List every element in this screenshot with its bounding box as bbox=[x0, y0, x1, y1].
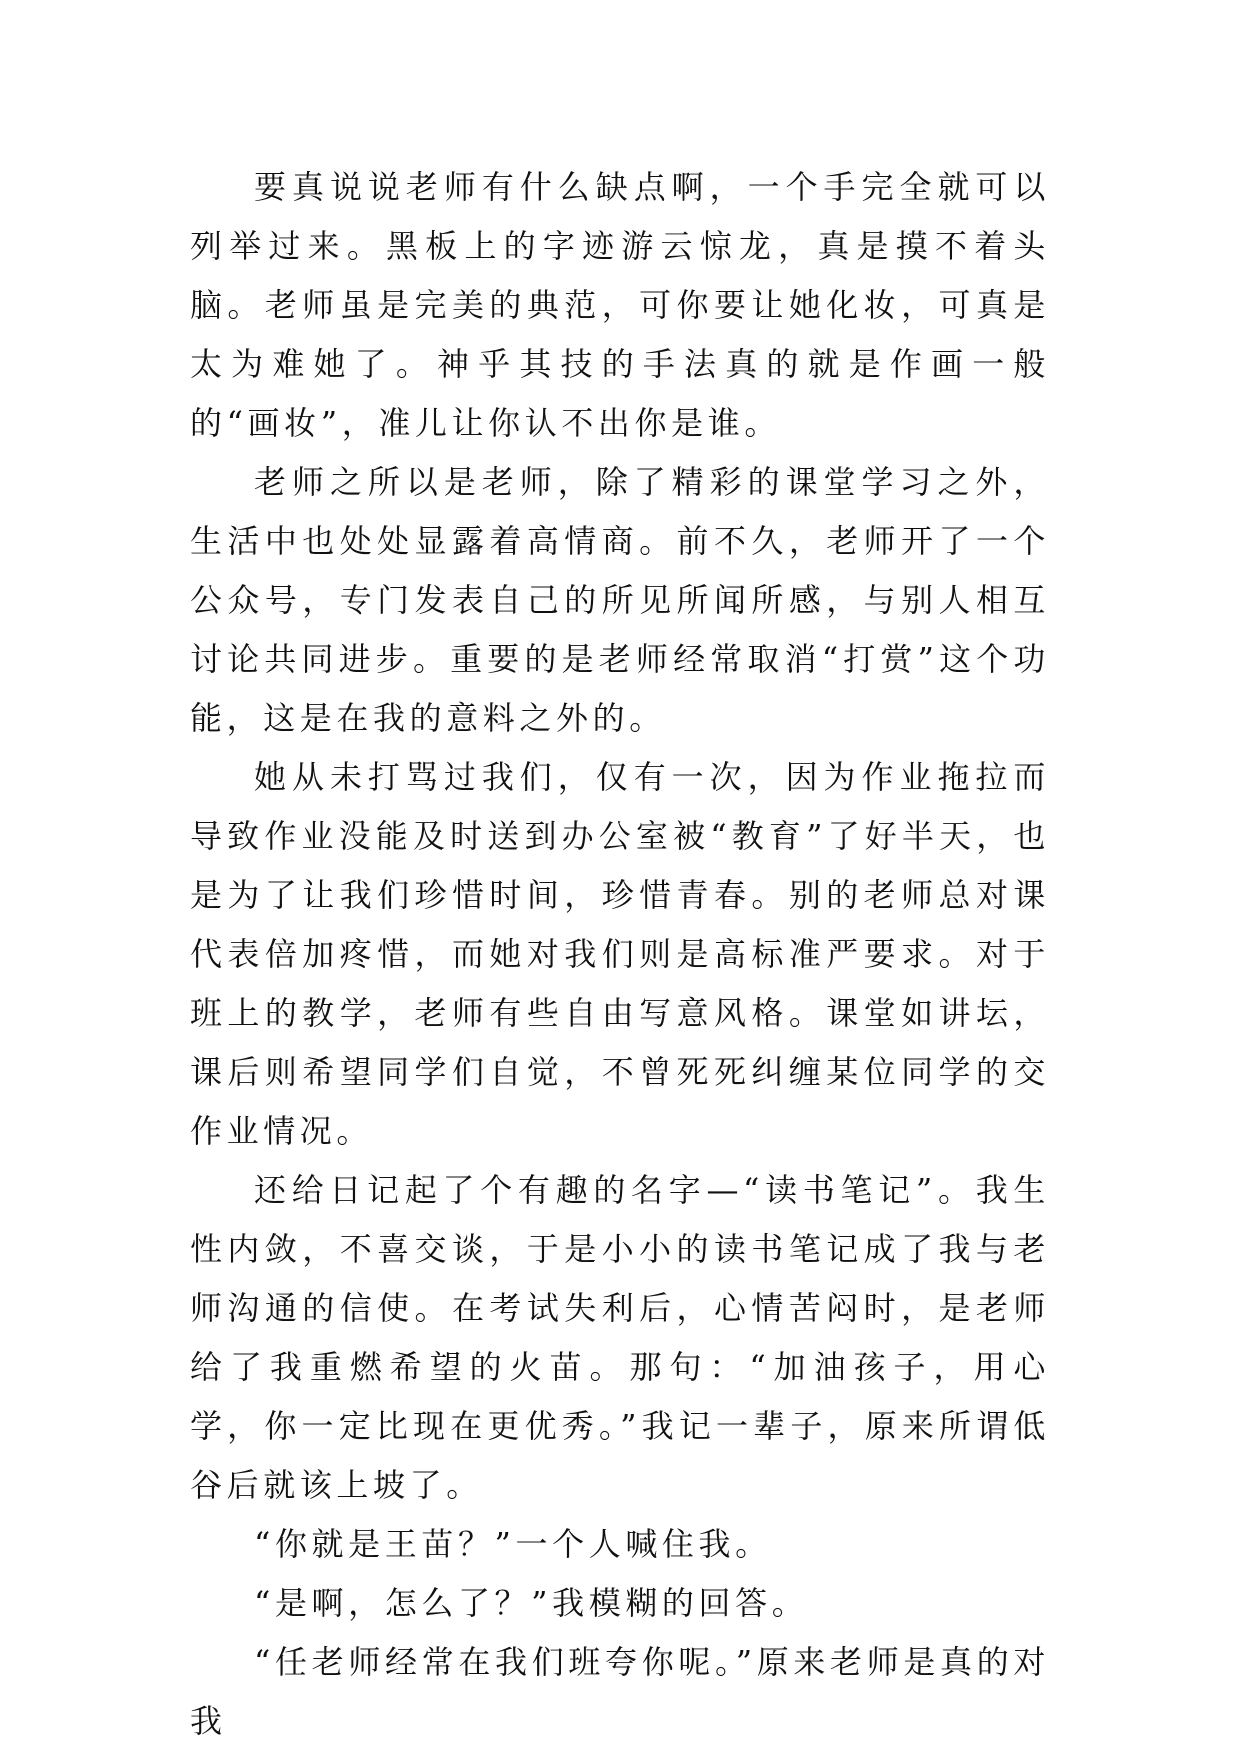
paragraph-6: “是啊，怎么了？”我模糊的回答。 bbox=[254, 1584, 809, 1622]
paragraph-1: 要真说说老师有什么缺点啊，一个手完全就可以列举过来。黑板上的字迹游云惊龙，真是摸不着头脑。老师虽是完美的典范，可你要让她化妆，可真是太为难她了。神乎其技的手法真的就是作画一般的“画妆”，准儿让你认不出你是谁。 bbox=[190, 168, 1050, 442]
paragraph-2: 老师之所以是老师，除了精彩的课堂学习之外，生活中也处处显露着高情商。前不久，老师开了一个公众号，专门发表自己的所见所闻所感，与别人相互讨论共同进步。重要的是老师经常取消“打赏”这个功能，这是在我的意料之外的。 bbox=[190, 463, 1050, 737]
paragraph-7: “任老师经常在我们班夸你呢。”原来老师是真的对我 bbox=[190, 1643, 1050, 1740]
document-page bbox=[190, 158, 1050, 1751]
paragraph-3: 她从未打骂过我们，仅有一次，因为作业拖拉而导致作业没能及时送到办公室被“教育”了好半天，也是为了让我们珍惜时间，珍惜青春。别的老师总对课代表倍加疼惜，而她对我们则是高标准严要求。对于班上的教学，老师有些自由写意风格。课堂如讲坛，课后则希望同学们自觉，不曾死死纠缠某位同学的交作业情况。 bbox=[190, 758, 1050, 1150]
paragraph-4: 还给日记起了个有趣的名字—“读书笔记”。我生性内敛，不喜交谈，于是小小的读书笔记成了我与老师沟通的信使。在考试失利后，心情苦闷时，是老师给了我重燃希望的火苗。那句：“加油孩子，用心学，你一定比现在更优秀。”我记一辈子，原来所谓低谷后就该上坡了。 bbox=[190, 1171, 1050, 1504]
paragraph-5: “你就是王苗？”一个人喊住我。 bbox=[254, 1525, 772, 1563]
